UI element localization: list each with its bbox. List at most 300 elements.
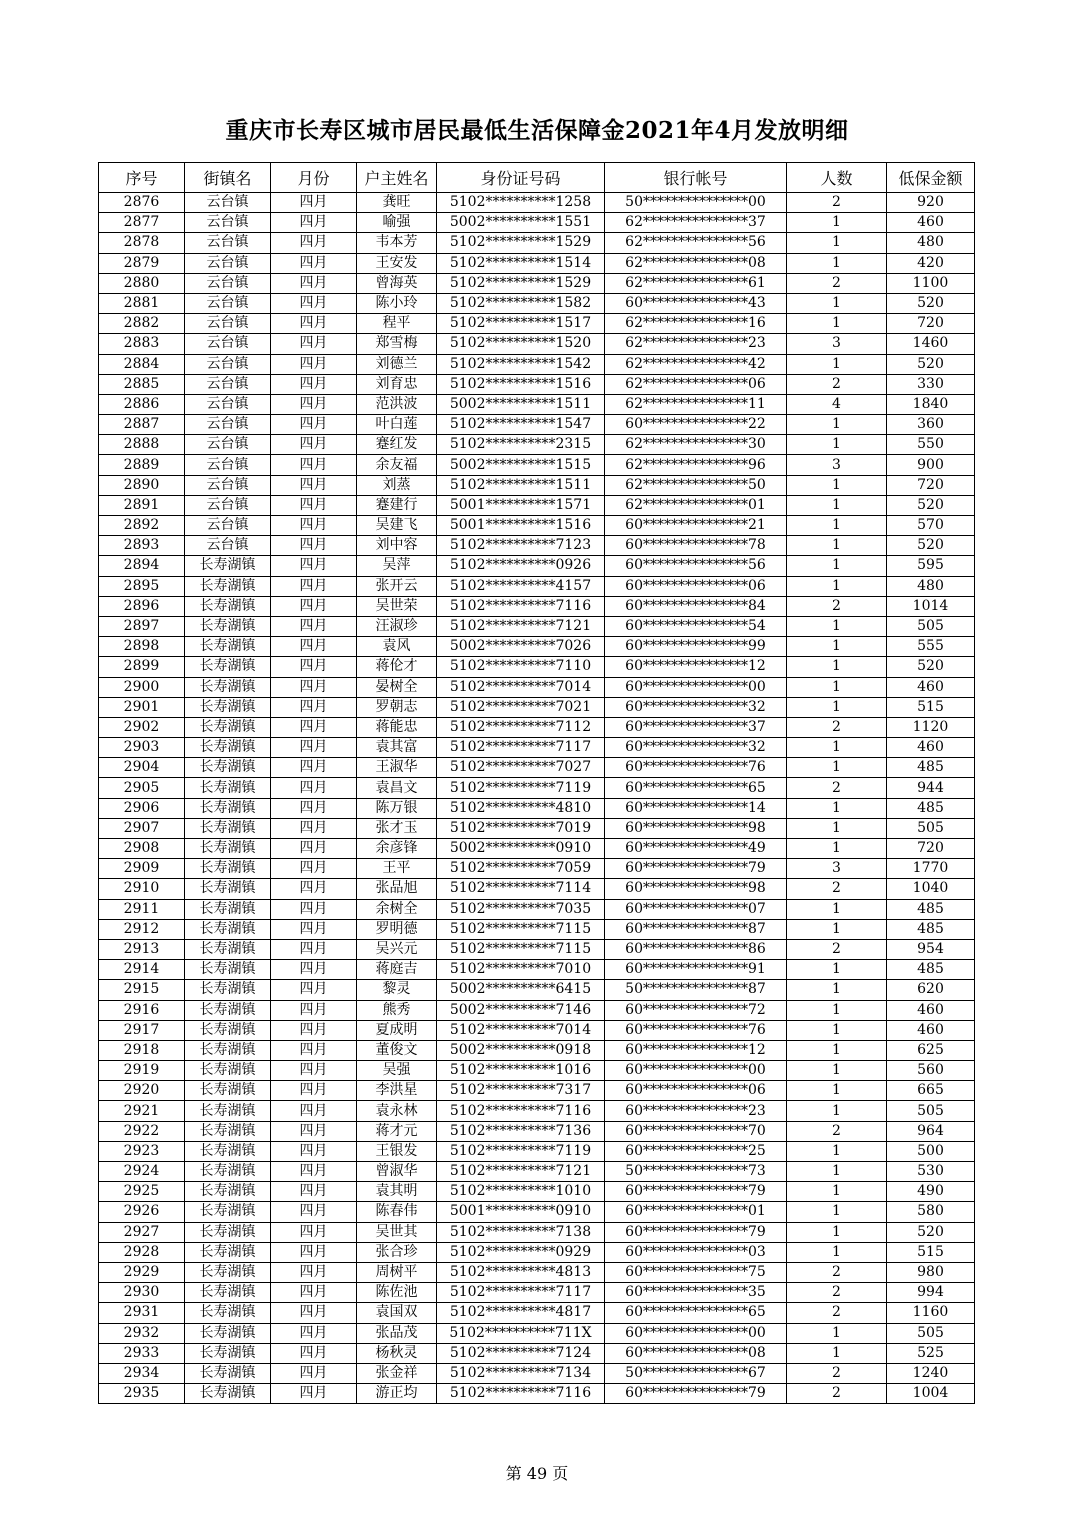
cell-town: 长寿湖镇 (185, 1000, 271, 1020)
cell-bank-account: 60***************21 (605, 516, 787, 536)
cell-serial: 2916 (99, 1000, 185, 1020)
cell-persons: 1 (787, 1020, 887, 1040)
cell-id-number: 5102**********1529 (437, 273, 605, 293)
cell-bank-account: 60***************00 (605, 1323, 787, 1343)
cell-month: 四月 (271, 273, 357, 293)
cell-serial: 2882 (99, 314, 185, 334)
cell-town: 长寿湖镇 (185, 1040, 271, 1060)
cell-amount: 595 (887, 556, 975, 576)
cell-id-number: 5102**********0929 (437, 1242, 605, 1262)
table-row (99, 839, 975, 859)
cell-persons: 1 (787, 1182, 887, 1202)
cell-amount: 665 (887, 1081, 975, 1101)
table-row (99, 717, 975, 737)
table-row (99, 1222, 975, 1242)
cell-amount: 420 (887, 253, 975, 273)
cell-month: 四月 (271, 1182, 357, 1202)
cell-serial: 2889 (99, 455, 185, 475)
cell-persons: 1 (787, 1202, 887, 1222)
cell-month: 四月 (271, 576, 357, 596)
cell-month: 四月 (271, 495, 357, 515)
table-row (99, 1141, 975, 1161)
cell-month: 四月 (271, 1202, 357, 1222)
cell-id-number: 5102**********7119 (437, 778, 605, 798)
cell-householder: 黎灵 (357, 980, 437, 1000)
cell-id-number: 5002**********6415 (437, 980, 605, 1000)
table-row (99, 495, 975, 515)
page-title: 重庆市长寿区城市居民最低生活保障金2021年4月发放明细 (225, 117, 849, 144)
cell-householder: 王银发 (357, 1141, 437, 1161)
cell-householder: 余友福 (357, 455, 437, 475)
cell-amount: 505 (887, 818, 975, 838)
cell-amount: 1040 (887, 879, 975, 899)
table-row (99, 576, 975, 596)
cell-amount: 520 (887, 495, 975, 515)
cell-householder: 吴世其 (357, 1222, 437, 1242)
cell-persons: 1 (787, 738, 887, 758)
cell-month: 四月 (271, 1141, 357, 1161)
cell-householder: 夏成明 (357, 1020, 437, 1040)
table-row (99, 1040, 975, 1060)
cell-bank-account: 60***************14 (605, 798, 787, 818)
cell-bank-account: 60***************84 (605, 596, 787, 616)
cell-id-number: 5102**********0926 (437, 556, 605, 576)
cell-bank-account: 62***************50 (605, 475, 787, 495)
cell-month: 四月 (271, 919, 357, 939)
cell-id-number: 5102**********711X (437, 1323, 605, 1343)
cell-amount: 485 (887, 919, 975, 939)
cell-id-number: 5102**********7138 (437, 1222, 605, 1242)
cell-town: 长寿湖镇 (185, 1242, 271, 1262)
cell-householder: 张合珍 (357, 1242, 437, 1262)
cell-serial: 2914 (99, 960, 185, 980)
cell-bank-account: 62***************11 (605, 394, 787, 414)
cell-householder: 王淑华 (357, 758, 437, 778)
cell-amount: 525 (887, 1343, 975, 1363)
table-header-row (99, 163, 975, 193)
cell-amount: 1460 (887, 334, 975, 354)
cell-persons: 1 (787, 960, 887, 980)
cell-bank-account: 60***************08 (605, 1343, 787, 1363)
table-row (99, 1262, 975, 1282)
cell-householder: 晏树全 (357, 677, 437, 697)
cell-town: 长寿湖镇 (185, 1202, 271, 1222)
cell-month: 四月 (271, 697, 357, 717)
cell-amount: 570 (887, 516, 975, 536)
cell-bank-account: 60***************06 (605, 1081, 787, 1101)
cell-bank-account: 60***************70 (605, 1121, 787, 1141)
cell-serial: 2899 (99, 657, 185, 677)
cell-bank-account: 60***************23 (605, 1101, 787, 1121)
cell-serial: 2911 (99, 899, 185, 919)
cell-serial: 2908 (99, 839, 185, 859)
table-body (99, 193, 975, 1404)
cell-id-number: 5102**********7114 (437, 879, 605, 899)
cell-town: 长寿湖镇 (185, 1283, 271, 1303)
cell-serial: 2896 (99, 596, 185, 616)
cell-month: 四月 (271, 657, 357, 677)
cell-persons: 2 (787, 1262, 887, 1282)
table-row (99, 253, 975, 273)
cell-town: 云台镇 (185, 415, 271, 435)
cell-persons: 1 (787, 657, 887, 677)
cell-serial: 2901 (99, 697, 185, 717)
cell-bank-account: 60***************07 (605, 899, 787, 919)
cell-bank-account: 60***************79 (605, 1182, 787, 1202)
cell-id-number: 5102**********1542 (437, 354, 605, 374)
cell-householder: 余树全 (357, 899, 437, 919)
cell-town: 长寿湖镇 (185, 899, 271, 919)
cell-id-number: 5102**********7035 (437, 899, 605, 919)
cell-month: 四月 (271, 1020, 357, 1040)
table-row (99, 1283, 975, 1303)
cell-serial: 2923 (99, 1141, 185, 1161)
cell-town: 云台镇 (185, 394, 271, 414)
cell-amount: 485 (887, 758, 975, 778)
cell-month: 四月 (271, 859, 357, 879)
table-row (99, 475, 975, 495)
cell-persons: 2 (787, 1121, 887, 1141)
cell-persons: 1 (787, 1323, 887, 1343)
cell-bank-account: 60***************49 (605, 839, 787, 859)
cell-householder: 余彦锋 (357, 839, 437, 859)
cell-persons: 1 (787, 415, 887, 435)
cell-householder: 曾淑华 (357, 1162, 437, 1182)
cell-amount: 980 (887, 1262, 975, 1282)
table-row (99, 1363, 975, 1383)
cell-amount: 1100 (887, 273, 975, 293)
cell-persons: 3 (787, 334, 887, 354)
cell-bank-account: 60***************37 (605, 717, 787, 737)
cell-serial: 2926 (99, 1202, 185, 1222)
cell-month: 四月 (271, 1162, 357, 1182)
cell-town: 云台镇 (185, 516, 271, 536)
cell-town: 长寿湖镇 (185, 677, 271, 697)
cell-persons: 3 (787, 455, 887, 475)
cell-serial: 2925 (99, 1182, 185, 1202)
cell-householder: 董俊文 (357, 1040, 437, 1060)
cell-bank-account: 62***************37 (605, 213, 787, 233)
cell-serial: 2909 (99, 859, 185, 879)
cell-serial: 2935 (99, 1384, 185, 1404)
cell-town: 长寿湖镇 (185, 758, 271, 778)
cell-amount: 720 (887, 475, 975, 495)
cell-householder: 郑雪梅 (357, 334, 437, 354)
page-number: 第 49 页 (505, 1464, 569, 1483)
cell-householder: 张品茂 (357, 1323, 437, 1343)
cell-month: 四月 (271, 616, 357, 636)
cell-town: 云台镇 (185, 314, 271, 334)
cell-id-number: 5102**********7021 (437, 697, 605, 717)
cell-amount: 520 (887, 536, 975, 556)
cell-householder: 蒋才元 (357, 1121, 437, 1141)
cell-persons: 2 (787, 939, 887, 959)
cell-town: 云台镇 (185, 536, 271, 556)
cell-amount: 720 (887, 839, 975, 859)
cell-month: 四月 (271, 939, 357, 959)
table-row (99, 818, 975, 838)
cell-month: 四月 (271, 637, 357, 657)
cell-serial: 2876 (99, 193, 185, 213)
cell-amount: 964 (887, 1121, 975, 1141)
cell-id-number: 5102**********1258 (437, 193, 605, 213)
table-row (99, 879, 975, 899)
cell-persons: 1 (787, 516, 887, 536)
table-row (99, 1121, 975, 1141)
cell-id-number: 5102**********1529 (437, 233, 605, 253)
cell-town: 长寿湖镇 (185, 1303, 271, 1323)
cell-town: 云台镇 (185, 293, 271, 313)
cell-bank-account: 60***************79 (605, 859, 787, 879)
cell-householder: 李洪星 (357, 1081, 437, 1101)
cell-town: 云台镇 (185, 455, 271, 475)
table-row (99, 435, 975, 455)
cell-bank-account: 60***************56 (605, 556, 787, 576)
cell-amount: 485 (887, 899, 975, 919)
cell-id-number: 5102**********4817 (437, 1303, 605, 1323)
cell-serial: 2910 (99, 879, 185, 899)
cell-month: 四月 (271, 435, 357, 455)
cell-month: 四月 (271, 1283, 357, 1303)
cell-bank-account: 50***************00 (605, 193, 787, 213)
cell-month: 四月 (271, 1121, 357, 1141)
cell-persons: 1 (787, 697, 887, 717)
cell-serial: 2921 (99, 1101, 185, 1121)
cell-serial: 2895 (99, 576, 185, 596)
column-header-persons: 人数 (787, 163, 887, 193)
table-row (99, 394, 975, 414)
cell-persons: 2 (787, 193, 887, 213)
cell-persons: 2 (787, 778, 887, 798)
cell-householder: 范洪波 (357, 394, 437, 414)
cell-month: 四月 (271, 233, 357, 253)
cell-serial: 2902 (99, 717, 185, 737)
cell-town: 长寿湖镇 (185, 576, 271, 596)
cell-persons: 2 (787, 1384, 887, 1404)
cell-town: 云台镇 (185, 374, 271, 394)
cell-town: 长寿湖镇 (185, 1182, 271, 1202)
cell-amount: 954 (887, 939, 975, 959)
cell-bank-account: 60***************72 (605, 1000, 787, 1020)
cell-month: 四月 (271, 899, 357, 919)
cell-town: 长寿湖镇 (185, 697, 271, 717)
cell-householder: 张品旭 (357, 879, 437, 899)
cell-id-number: 5002**********7146 (437, 1000, 605, 1020)
cell-id-number: 5102**********7116 (437, 596, 605, 616)
cell-householder: 张才玉 (357, 818, 437, 838)
column-header-householder: 户主姓名 (357, 163, 437, 193)
cell-serial: 2898 (99, 637, 185, 657)
cell-amount: 1840 (887, 394, 975, 414)
cell-persons: 1 (787, 536, 887, 556)
cell-amount: 520 (887, 657, 975, 677)
cell-serial: 2931 (99, 1303, 185, 1323)
cell-id-number: 5001**********1571 (437, 495, 605, 515)
cell-amount: 460 (887, 738, 975, 758)
cell-id-number: 5002**********0910 (437, 839, 605, 859)
cell-householder: 杨秋灵 (357, 1343, 437, 1363)
cell-month: 四月 (271, 455, 357, 475)
cell-town: 长寿湖镇 (185, 1343, 271, 1363)
cell-amount: 1004 (887, 1384, 975, 1404)
cell-id-number: 5102**********7317 (437, 1081, 605, 1101)
cell-id-number: 5102**********7115 (437, 939, 605, 959)
cell-id-number: 5102**********1514 (437, 253, 605, 273)
cell-bank-account: 60***************99 (605, 637, 787, 657)
table-row (99, 536, 975, 556)
cell-persons: 1 (787, 576, 887, 596)
cell-id-number: 5102**********1582 (437, 293, 605, 313)
table-row (99, 1081, 975, 1101)
cell-id-number: 5001**********0910 (437, 1202, 605, 1222)
cell-householder: 张开云 (357, 576, 437, 596)
cell-serial: 2900 (99, 677, 185, 697)
table-row (99, 193, 975, 213)
cell-month: 四月 (271, 213, 357, 233)
cell-householder: 龚旺 (357, 193, 437, 213)
column-header-month: 月份 (271, 163, 357, 193)
cell-serial: 2885 (99, 374, 185, 394)
cell-serial: 2906 (99, 798, 185, 818)
cell-id-number: 5102**********1010 (437, 1182, 605, 1202)
cell-persons: 1 (787, 1061, 887, 1081)
cell-id-number: 5102**********7136 (437, 1121, 605, 1141)
cell-id-number: 5001**********1516 (437, 516, 605, 536)
cell-amount: 330 (887, 374, 975, 394)
cell-persons: 1 (787, 798, 887, 818)
cell-town: 长寿湖镇 (185, 1384, 271, 1404)
cell-amount: 480 (887, 576, 975, 596)
cell-persons: 3 (787, 859, 887, 879)
cell-bank-account: 60***************35 (605, 1283, 787, 1303)
cell-town: 长寿湖镇 (185, 778, 271, 798)
cell-id-number: 5002**********0918 (437, 1040, 605, 1060)
table-row (99, 657, 975, 677)
cell-householder: 吴建飞 (357, 516, 437, 536)
cell-id-number: 5102**********1016 (437, 1061, 605, 1081)
cell-id-number: 5102**********1547 (437, 415, 605, 435)
table-row (99, 354, 975, 374)
table-row (99, 677, 975, 697)
cell-id-number: 5102**********4813 (437, 1262, 605, 1282)
cell-serial: 2878 (99, 233, 185, 253)
column-header-id-number: 身份证号码 (437, 163, 605, 193)
cell-serial: 2891 (99, 495, 185, 515)
cell-bank-account: 60***************65 (605, 778, 787, 798)
cell-town: 长寿湖镇 (185, 1020, 271, 1040)
cell-householder: 蒋能忠 (357, 717, 437, 737)
cell-id-number: 5102**********4810 (437, 798, 605, 818)
cell-householder: 蒋庭吉 (357, 960, 437, 980)
cell-persons: 1 (787, 839, 887, 859)
cell-persons: 1 (787, 1141, 887, 1161)
cell-bank-account: 60***************79 (605, 1384, 787, 1404)
table-row (99, 1242, 975, 1262)
cell-amount: 550 (887, 435, 975, 455)
cell-month: 四月 (271, 1101, 357, 1121)
cell-serial: 2888 (99, 435, 185, 455)
cell-bank-account: 60***************86 (605, 939, 787, 959)
cell-persons: 1 (787, 818, 887, 838)
cell-town: 云台镇 (185, 213, 271, 233)
cell-persons: 2 (787, 374, 887, 394)
cell-amount: 920 (887, 193, 975, 213)
cell-month: 四月 (271, 415, 357, 435)
cell-town: 长寿湖镇 (185, 556, 271, 576)
cell-town: 云台镇 (185, 475, 271, 495)
cell-serial: 2881 (99, 293, 185, 313)
cell-town: 长寿湖镇 (185, 980, 271, 1000)
cell-id-number: 5102**********1511 (437, 475, 605, 495)
cell-bank-account: 50***************87 (605, 980, 787, 1000)
cell-householder: 刘中容 (357, 536, 437, 556)
table-row (99, 516, 975, 536)
cell-serial: 2924 (99, 1162, 185, 1182)
cell-householder: 吴世荣 (357, 596, 437, 616)
cell-amount: 500 (887, 1141, 975, 1161)
cell-bank-account: 60***************32 (605, 697, 787, 717)
cell-month: 四月 (271, 193, 357, 213)
cell-serial: 2892 (99, 516, 185, 536)
cell-amount: 515 (887, 697, 975, 717)
cell-month: 四月 (271, 536, 357, 556)
cell-town: 长寿湖镇 (185, 879, 271, 899)
cell-id-number: 5102**********7121 (437, 616, 605, 636)
table-row (99, 919, 975, 939)
cell-id-number: 5102**********2315 (437, 435, 605, 455)
cell-town: 长寿湖镇 (185, 818, 271, 838)
cell-id-number: 5102**********7112 (437, 717, 605, 737)
cell-town: 云台镇 (185, 273, 271, 293)
cell-bank-account: 62***************42 (605, 354, 787, 374)
table-row (99, 1000, 975, 1020)
cell-persons: 1 (787, 616, 887, 636)
cell-id-number: 5102**********7116 (437, 1384, 605, 1404)
cell-bank-account: 60***************78 (605, 536, 787, 556)
cell-serial: 2929 (99, 1262, 185, 1282)
cell-bank-account: 50***************67 (605, 1363, 787, 1383)
table-row (99, 1384, 975, 1404)
cell-month: 四月 (271, 677, 357, 697)
cell-id-number: 5102**********7110 (437, 657, 605, 677)
cell-month: 四月 (271, 778, 357, 798)
cell-householder: 陈小玲 (357, 293, 437, 313)
cell-id-number: 5102**********1516 (437, 374, 605, 394)
table-row (99, 697, 975, 717)
table-row (99, 738, 975, 758)
cell-town: 云台镇 (185, 354, 271, 374)
cell-householder: 刘德兰 (357, 354, 437, 374)
cell-serial: 2884 (99, 354, 185, 374)
cell-month: 四月 (271, 818, 357, 838)
table-row (99, 556, 975, 576)
column-header-town: 街镇名 (185, 163, 271, 193)
cell-id-number: 5102**********4157 (437, 576, 605, 596)
cell-id-number: 5102**********7116 (437, 1101, 605, 1121)
cell-bank-account: 60***************32 (605, 738, 787, 758)
cell-amount: 1240 (887, 1363, 975, 1383)
cell-id-number: 5002**********7026 (437, 637, 605, 657)
cell-amount: 505 (887, 1101, 975, 1121)
cell-bank-account: 60***************25 (605, 1141, 787, 1161)
cell-bank-account: 50***************73 (605, 1162, 787, 1182)
table-row (99, 798, 975, 818)
cell-householder: 袁其富 (357, 738, 437, 758)
cell-bank-account: 60***************22 (605, 415, 787, 435)
cell-bank-account: 60***************76 (605, 758, 787, 778)
cell-serial: 2912 (99, 919, 185, 939)
cell-serial: 2927 (99, 1222, 185, 1242)
